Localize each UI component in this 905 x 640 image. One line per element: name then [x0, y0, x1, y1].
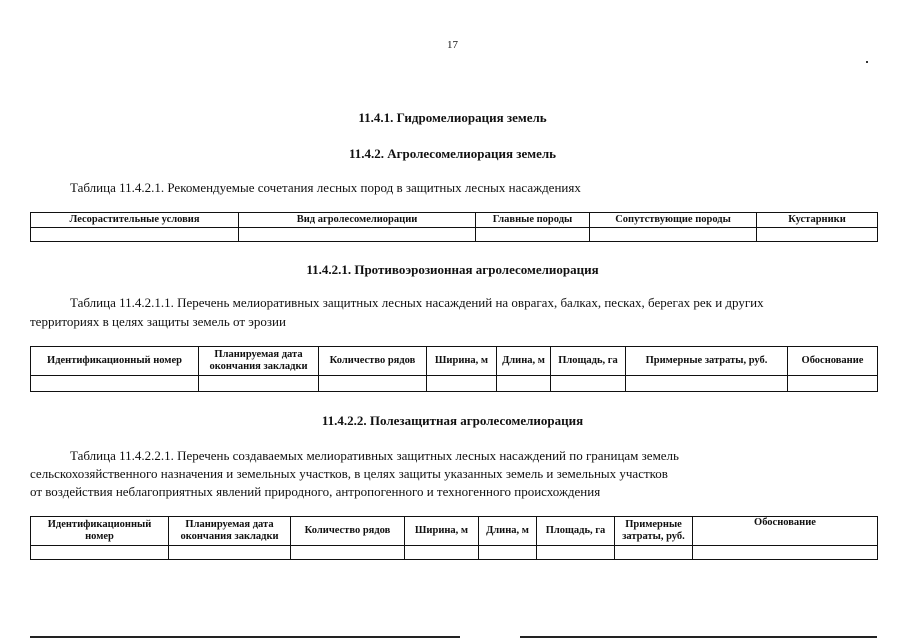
header-cell: Сопутствующие породы [590, 213, 757, 228]
heading-agroforest-melioration: 11.4.2. Агролесомелиорация земель [348, 146, 557, 161]
empty-cell [626, 376, 788, 392]
header-cell: Планируемая дата окончания закладки [169, 517, 291, 546]
empty-cell [788, 376, 878, 392]
empty-cell [31, 546, 169, 560]
header-cell: Длина, м [497, 347, 551, 376]
heading-hydro-melioration: 11.4.1. Гидромелиорация земель [358, 110, 547, 125]
header-cell: Планируемая дата окончания закладки [199, 347, 319, 376]
scan-speck [866, 61, 868, 63]
bottom-rule-right [520, 636, 877, 638]
table1-caption: Таблица 11.4.2.1. Рекомендуемые сочетания лесных пород в защитных лесных насаждениях [70, 180, 581, 195]
table2-caption-line2: территориях в целях защиты земель от эрозии [30, 314, 286, 329]
page-number: 17 [447, 39, 458, 51]
heading-anti-erosion: 11.4.2.1. Противоэрозионная агролесомелиорация [306, 262, 599, 277]
header-cell: Площадь, га [551, 347, 626, 376]
empty-cell [693, 546, 878, 560]
header-cell: Количество рядов [291, 517, 405, 546]
empty-cell [319, 376, 427, 392]
header-cell: Вид агролесомелиорации [239, 213, 476, 228]
empty-cell [31, 376, 199, 392]
header-cell: Количество рядов [319, 347, 427, 376]
table2-caption-line1: Таблица 11.4.2.1.1. Перечень мелиоративных защитных лесных насаждений на оврагах, балках, песках, берегах рек и других [70, 295, 764, 310]
empty-cell [199, 376, 319, 392]
header-cell: Идентификационный номер [31, 347, 199, 376]
empty-cell [497, 376, 551, 392]
table-anti-erosion-plantings [30, 346, 878, 392]
empty-cell [239, 228, 476, 242]
header-cell: Длина, м [479, 517, 537, 546]
empty-cell [291, 546, 405, 560]
empty-cell [757, 228, 878, 242]
header-cell: Ширина, м [427, 347, 497, 376]
header-cell: Главные породы [476, 213, 590, 228]
bottom-rule-left [30, 636, 460, 638]
empty-cell [551, 376, 626, 392]
header-cell: Лесорастительные условия [31, 213, 239, 228]
table3-caption-line3: от воздействия неблагоприятных явлений природного, антропогенного и техногенного происхождения [30, 484, 601, 499]
empty-cell [405, 546, 479, 560]
empty-cell [479, 546, 537, 560]
empty-cell [476, 228, 590, 242]
header-cell: Обоснование [693, 517, 878, 546]
table-forest-combinations [30, 212, 878, 242]
empty-cell [31, 228, 239, 242]
header-cell: Примерные затраты, руб. [626, 347, 788, 376]
empty-cell [427, 376, 497, 392]
table3-caption-line1: Таблица 11.4.2.2.1. Перечень создаваемых мелиоративных защитных лесных насаждений по границам земель [70, 448, 679, 463]
header-cell: Идентификационный номер [31, 517, 169, 546]
empty-cell [169, 546, 291, 560]
empty-cell [615, 546, 693, 560]
table3-caption-line2: сельскохозяйственного назначения и земельных участков, в целях защиты указанных земель и земельных участков [30, 466, 668, 481]
empty-cell [537, 546, 615, 560]
header-cell: Ширина, м [405, 517, 479, 546]
empty-cell [590, 228, 757, 242]
heading-field-protective: 11.4.2.2. Полезащитная агролесомелиорация [321, 413, 584, 428]
header-cell: Обоснование [788, 347, 878, 376]
header-cell: Кустарники [757, 213, 878, 228]
header-cell: Примерные затраты, руб. [615, 517, 693, 546]
table-field-protective-plantings [30, 516, 878, 560]
header-cell: Площадь, га [537, 517, 615, 546]
